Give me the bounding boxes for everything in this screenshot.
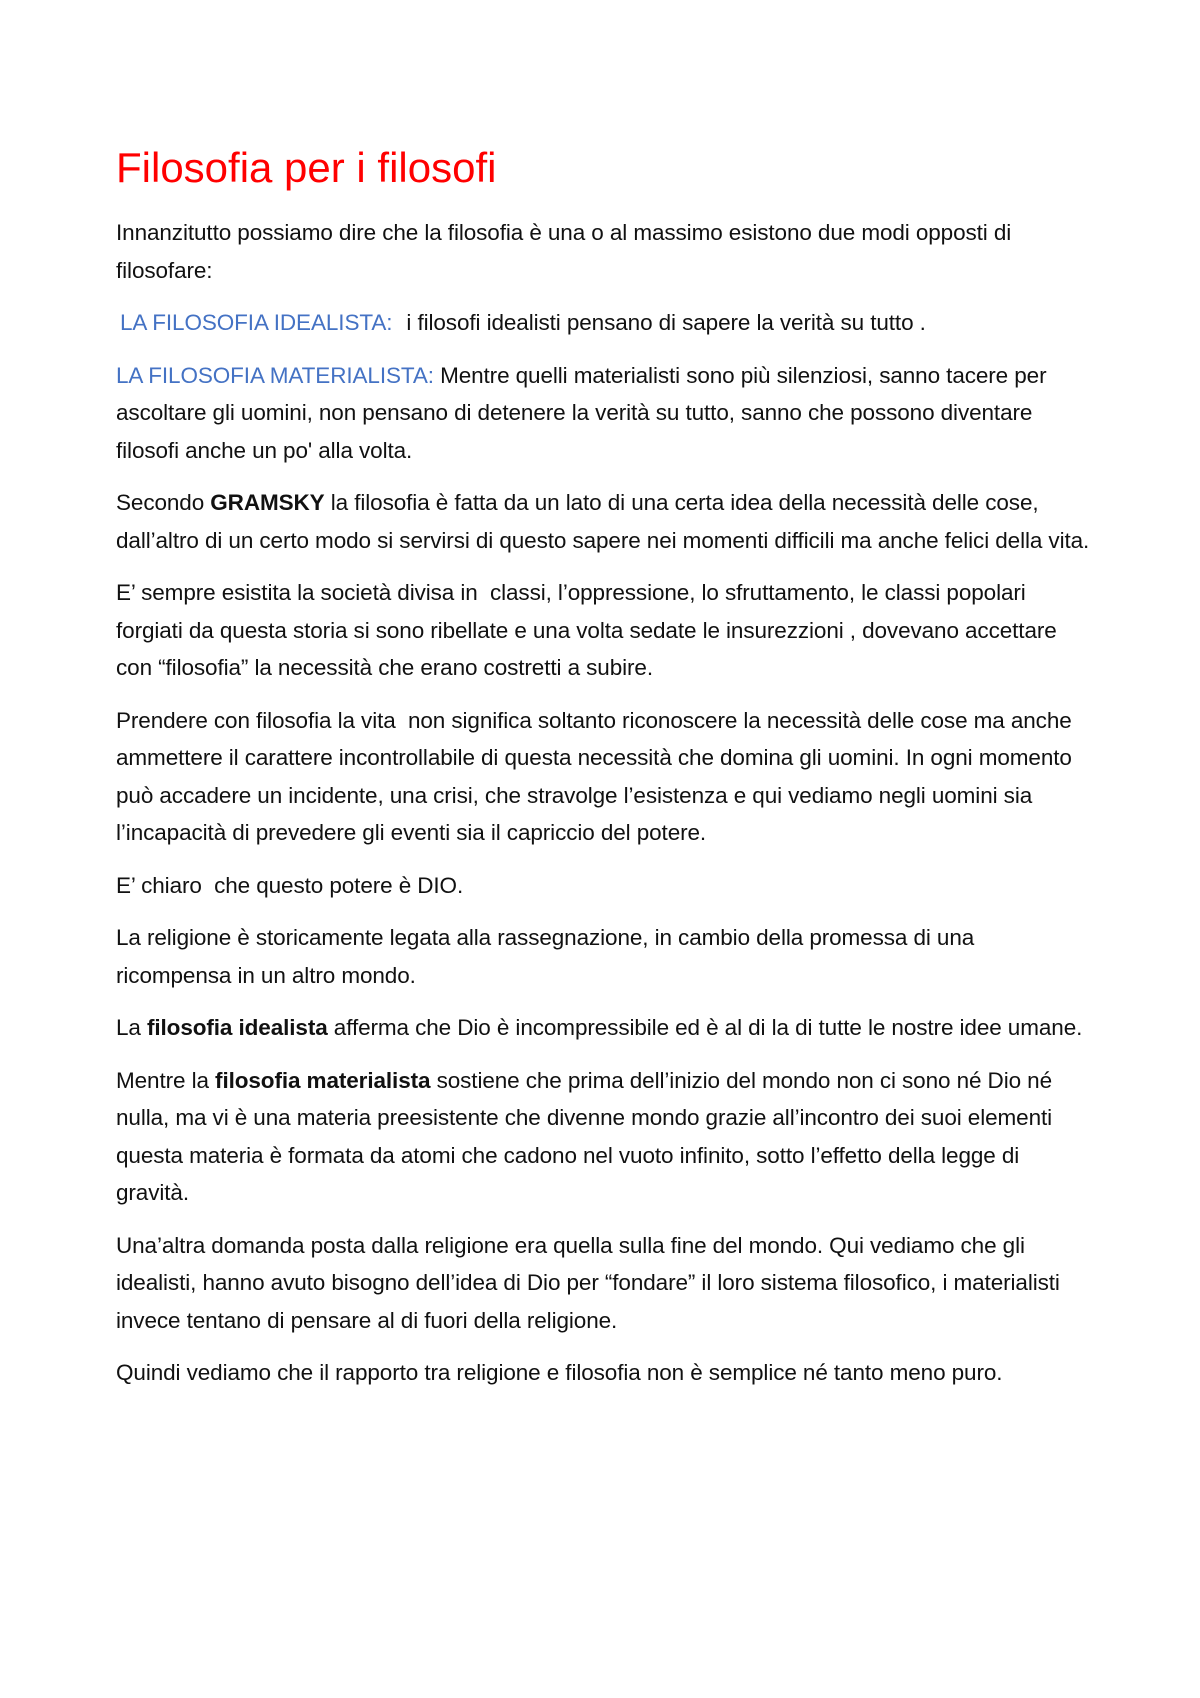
paragraph-religione: La religione è storicamente legata alla rassegnazione, in cambio della promessa di una ricompensa in un altro mondo.	[116, 925, 975, 988]
document-title: Filosofia per i filosofi	[116, 144, 497, 191]
paragraph-intro: Innanzitutto possiamo dire che la filosofia è una o al massimo esistono due modi opposti di filosofare:	[116, 220, 1012, 283]
paragraph-idealista-dio	[116, 1009, 1090, 1047]
paragraph-gramsky	[116, 484, 1090, 559]
bold-filosofia-idealista: filosofia idealista	[146, 1015, 328, 1040]
label-idealista: LA FILOSOFIA IDEALISTA:	[120, 310, 393, 335]
text-materialista: Mentre quelli materialisti sono più silenziosi, sanno tacere per ascoltare gli uomini, non pensano di detenere la verità su tutto, sanno che possono diventare filosofi anche un po' alla volta.	[116, 362, 1047, 463]
text-gramsky-post: la filosofia è fatta da un lato di una certa idea della necessità delle cose, dall’altro di un certo modo si servirsi di questo sapere nei momenti difficili ma anche felici della vita.	[116, 490, 1090, 553]
text-p9-post: afferma che Dio è incompressibile ed è al di la di tutte le nostre idee umane.	[333, 1015, 1083, 1040]
paragraph-dio: E’ chiaro che questo potere è DIO.	[116, 872, 464, 898]
paragraph-conclusione: Quindi vediamo che il rapporto tra religione e filosofia non è semplice né tanto meno puro.	[116, 1360, 1003, 1385]
paragraph-materialista	[116, 357, 1090, 470]
text-p10-pre: Mentre la	[116, 1067, 209, 1093]
bold-gramsky: GRAMSKY	[210, 490, 325, 515]
bold-filosofia-materialista: filosofia materialista	[215, 1067, 431, 1093]
text-p9-pre: La	[116, 1015, 141, 1040]
text-p10-post: sostiene che prima dell’inizio del mondo non ci sono né Dio né nulla, ma vi è una materia preesistente che divenne mondo grazie all’incontro dei suoi elementi questa materia è formata da atomi che cadono nel vuoto infinito, sotto l’effetto della legge di gravità.	[116, 1067, 1053, 1205]
paragraph-prendere: Prendere con filosofia la vita non significa soltanto riconoscere la necessità delle cose ma anche ammettere il carattere incontrollabile di questa necessità che domina gli uomini. In ogni momento può accadere un incidente, una crisi, che stravolge l’esistenza e qui vediamo negli uomini sia l’incapacità di prevedere gli eventi sia il capriccio del potere.	[116, 707, 1078, 845]
text-idealista: i filosofi idealisti pensano di sapere la verità su tutto .	[406, 310, 926, 335]
paragraph-idealista	[116, 304, 1090, 342]
paragraph-fine-mondo: Una’altra domanda posta dalla religione era quella sulla fine del mondo. Qui vediamo che gli idealisti, hanno avuto bisogno dell’idea di Dio per “fondare” il loro sistema filosofico, i materialisti invece tentano di pensare al di fuori della religione.	[116, 1232, 1060, 1333]
paragraph-societa: E’ sempre esistita la società divisa in classi, l’oppressione, lo sfruttamento, le classi popolari forgiati da questa storia si sono ribellate e una volta sedate le insurezzioni , dovevano accettare con “filosofia” la necessità che erano costretti a subire.	[116, 580, 1063, 680]
text-gramsky-pre: Secondo	[116, 490, 205, 515]
label-materialista: LA FILOSOFIA MATERIALISTA:	[116, 362, 434, 388]
paragraph-materialista-mondo	[116, 1062, 1090, 1212]
